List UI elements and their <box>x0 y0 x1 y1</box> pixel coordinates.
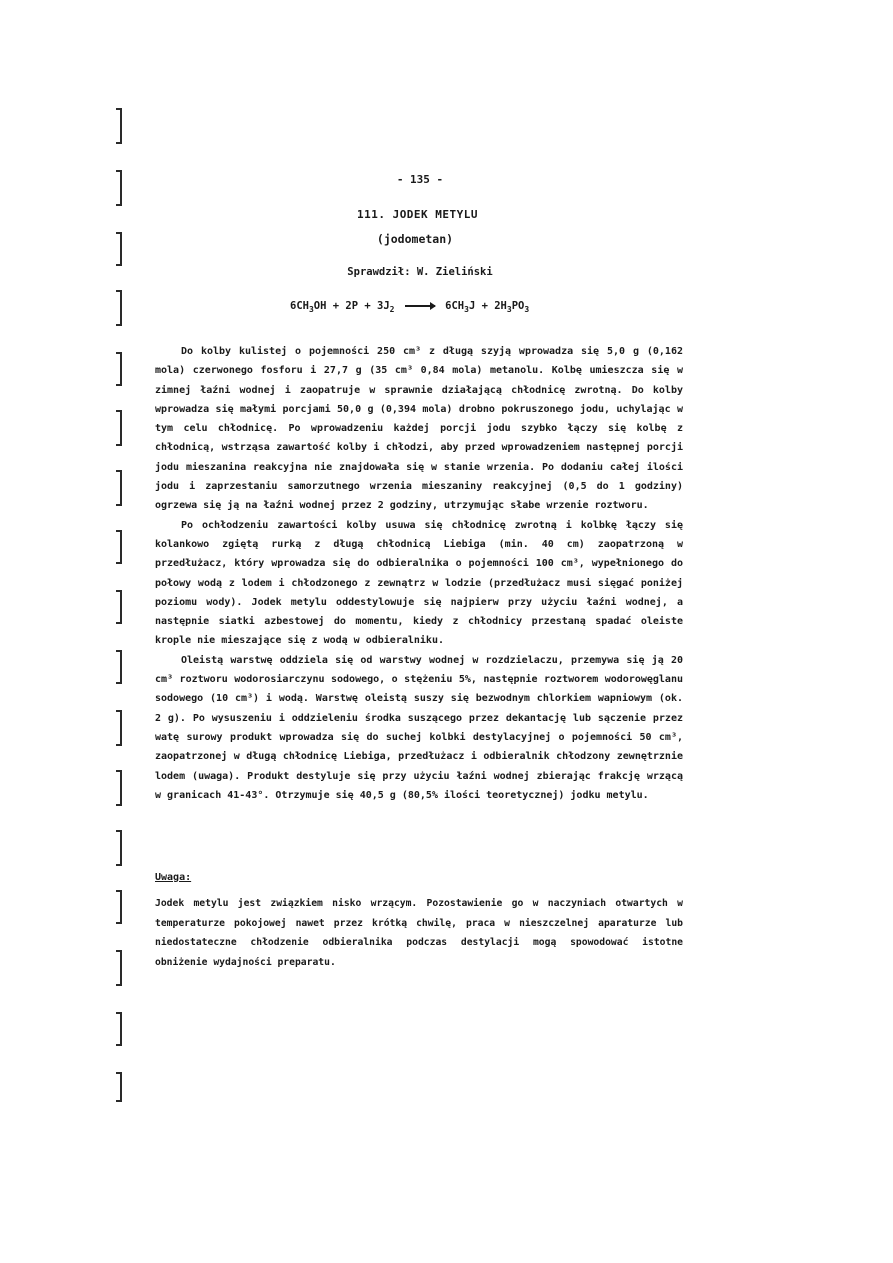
paragraph: Oleistą warstwę oddziela się od warstwy wodnej w rozdzielaczu, przemywa się ją 20 cm³ roztworu wodorosiarczynu sodowego, o stężeniu 5%, następnie roztworem wodorowęglanu sodowego (10 cm³) i wodą. Warstwę oleistą suszy się bezwodnym chlorkiem wapniowym (ok. 2 g). Po wysuszeniu i oddzieleniu środka suszącego przez dekantację lub sączenie przez watę surowy produkt wprowadza się do suchej kolbki destylacyjnej o pojemności 50 cm³, zaopatrzonej w długą chłodnicę Liebiga, przedłużacz i odbieralnik chłodzony zewnętrznie lodem (uwaga). Produkt destyluje się przy użyciu łaźni wodnej zbierając frakcję wrzącą w granicach 41-43°. Otrzymuje się 40,5 g (80,5% ilości teoretycznej) jodku metylu. <box>155 654 683 801</box>
paragraph: Po ochłodzeniu zawartości kolby usuwa się chłodnicę zwrotną i kolbkę łączy się kolankowo zgiętą rurką z długą chłodnicą Liebiga (min. 40 cm) zaopatrzoną w przedłużacz, który wprowadza się do odbieralnika o pojemności 100 cm³, wypełnionego do połowy wodą z lodem i chłodzonego z zewnątrz w lodzie (przedłużacz musi sięgać poniżej poziomu wody). Jodek metylu oddestylowuje się najpierw przy użyciu łaźni wodnej, a następnie siatki azbestowej do momentu, kiedy z chłodnicy przestaną spadać oleiste krople nie mieszające się z wodą w odbieralniku. <box>155 519 683 647</box>
binding-mark <box>112 470 122 506</box>
page-number: - 135 - <box>396 173 444 186</box>
reaction-arrow-icon <box>405 305 435 307</box>
binding-mark <box>112 410 122 446</box>
paragraph: Do kolby kulistej o pojemności 250 cm³ z długą szyją wprowadza się 5,0 g (0,162 mola) czerwonego fosforu i 27,7 g (35 cm³ 0,84 mola) metanolu. Kolbę umieszcza się w zimnej łaźni wodnej i zaopatruje w sprawnie działającą chłodnicę zwrotną. Do kolby wprowadza się małymi porcjami 50,0 g (0,394 mola) drobno pokruszonego jodu, uchylając w tym celu chłodnicę. Po wprowadzeniu każdej porcji jodu szybko łączy się kolbę z chłodnicą, wstrząsa zawartość kolby i chłodzi, aby przed wprowadzeniem następnej porcji jodu mieszanina reakcyjna nie znajdowała się w stanie wrzenia. Po dodaniu całej ilości jodu i zaprzestaniu samorzutnego wrzenia mieszaniny reakcyjnej (0,5 do 1 godziny) ogrzewa się ją na łaźni wodnej przez 2 godziny, utrzymując słabe wrzenie roztworu. <box>155 346 683 512</box>
binding-mark <box>112 890 122 924</box>
binding-mark <box>112 590 122 624</box>
binding-mark <box>112 1012 122 1046</box>
binding-mark <box>112 650 122 684</box>
checked-by: Sprawdził: W. Zieliński <box>347 266 493 278</box>
equation-products: $6CH_3J + 2H_3PO_3$ <box>445 300 530 315</box>
binding-mark <box>112 1072 122 1102</box>
binding-mark <box>112 710 122 746</box>
binding-mark <box>112 108 122 144</box>
binding-mark <box>112 830 122 866</box>
reaction-equation <box>290 300 529 314</box>
procedure-text <box>155 342 683 805</box>
binding-mark <box>112 170 122 206</box>
binding-mark <box>112 290 122 326</box>
subtitle: (jodometan) <box>376 232 454 246</box>
note-label: Uwaga: <box>155 872 192 883</box>
binding-mark <box>112 950 122 986</box>
binding-mark <box>112 232 122 266</box>
equation-reactants: $6CH_3OH + 2P + 3J_2$ <box>290 300 395 315</box>
note-text: Jodek metylu jest związkiem nisko wrzącym. Pozostawienie go w naczyniach otwartych w temperaturze pokojowej nawet przez krótką chwilę, praca w nieszczelnej aparaturze lub niedostateczne chłodzenie odbieralnika podczas destylacji mogą spowodować istotne obniżenie wydajności preparatu. <box>155 898 683 968</box>
binding-mark <box>112 770 122 806</box>
binding-mark <box>112 352 122 386</box>
binding-mark <box>112 530 122 564</box>
page-title: 111. JODEK METYLU <box>356 208 479 221</box>
